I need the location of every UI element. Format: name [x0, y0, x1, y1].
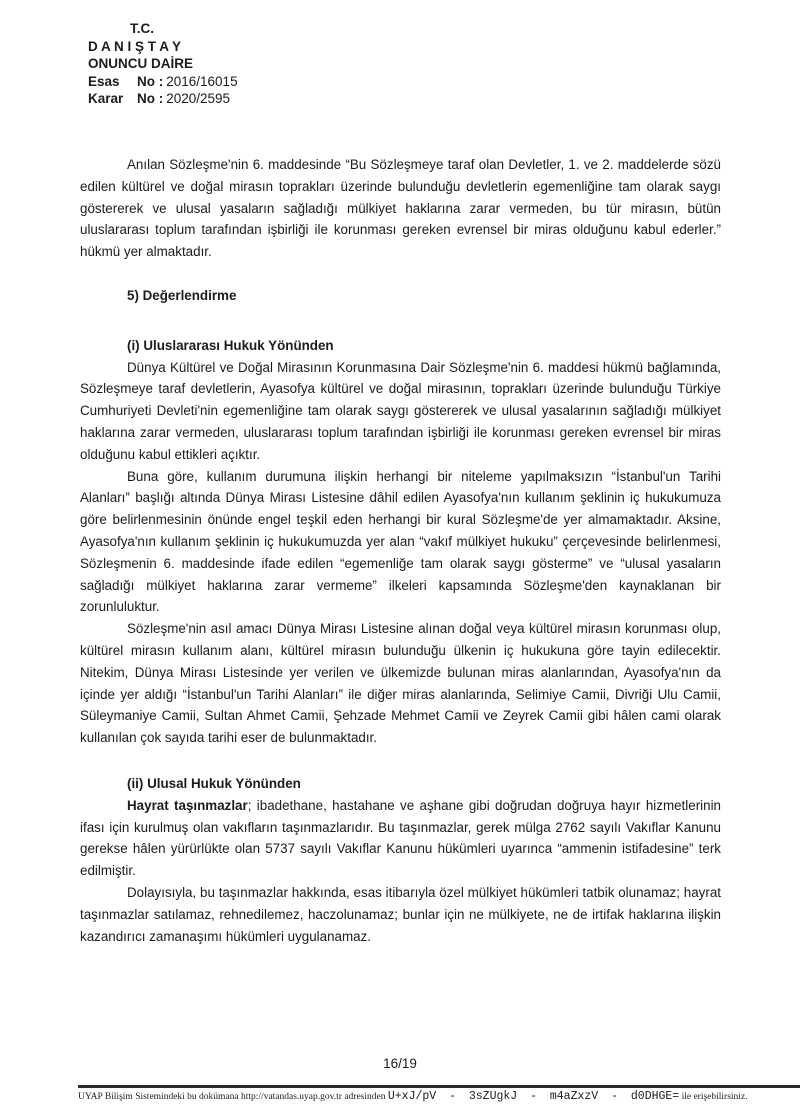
paragraph-convention-article6: Anılan Sözleşme'nin 6. maddesinde “Bu Sözleşmeye taraf olan Devletler, 1. ve 2. maddelerde sözü edilen kültürel ve doğal mirasın toprakları üzerinde bulunduğu devletlerin egemenliğine tam olarak saygı göstererek ve ulusal yasaların sağladığı mülkiyet haklarına zarar vermeden, bu tür mirasın, bütün uluslararası toplum tarafından işbirliği ile korunması gereken evrensel bir miras olduğunu kabul ederler.” hükmü yer almaktadır. [80, 157, 721, 260]
page-number: 16/19 [383, 1056, 417, 1071]
paragraph-national-1-rest: ; ibadethane, hastahane ve aşhane gibi doğrudan doğruya hayır hizmetlerinin ifası için kurulmuş olan vakıfların taşınmazlarıdır. Bu taşınmazlar, gerek mülga 2762 sayılı Vakıflar Kanunu gerekse hâlen yürürlükte olan 5737 sayılı Vakıflar Kanunu hükümleri uyarınca “ammenin istifadesine” terk edilmiştir. [80, 797, 721, 879]
court-header [88, 20, 238, 108]
esas-number-row [88, 73, 238, 91]
paragraph-international-1: Dünya Kültürel ve Doğal Mirasının Korunmasına Dair Sözleşme'nin 6. maddesi hükmü bağlamında, Sözleşmeye taraf devletlerin, Ayasofya kültürel ve doğal mirasının, toprakları üzerinde bulunduğu Türkiye Cumhuriyeti Devleti'nin egemenliğine tam olarak saygı göstererek ve ulusal yasalarının sağladığı mülkiyet haklarına zarar vermeden, uluslararası toplum tarafından işbirliği ile korunması gereken evrensel bir miras olduğunu kabul ettikleri açıktır. [80, 359, 721, 462]
hayrat-tasinmazlar-term: Hayrat taşınmazlar [127, 797, 248, 813]
section-heading-international-law: (i) Uluslararası Hukuk Yönünden [127, 337, 334, 353]
court-name: D A N I Ş T A Y [88, 38, 182, 54]
karar-number-value: 2020/2595 [166, 91, 231, 106]
uyap-access-text-prefix: UYAP Bilişim Sistemindeki bu dokümana http://vatandas.uyap.gov.tr adresinden [78, 1092, 386, 1102]
republic-abbreviation: T.C. [130, 21, 155, 36]
section-heading-evaluation: 5) Değerlendirme [127, 287, 237, 303]
paragraph-international-2: Buna göre, kullanım durumuna ilişkin herhangi bir niteleme yapılmaksızın “İstanbul'un Tarihi Alanları” başlığı altında Dünya Mirası Listesine dâhil edilen Ayasofya'nın kullanım şeklinin iç hukukumuza göre belirlenmesinin önünde engel teşkil eden herhangi bir kural Sözleşme'de yer almamaktadır. Aksine, Ayasofya'nın kullanım şeklinin iç hukukumuzda yer alan “vakıf mülkiyet hukuku” çerçevesinde belirlenmesi, Sözleşmenin 6. maddesinde ifade edilen “egemenliğe tam olarak saygı gösterme” ve “ulusal yasaların sağladığı mülkiyet haklarına zarar vermeme” ilkeleri kapsamında Sözleşme'den kaynaklanan bir zorunluluktur. [80, 468, 721, 615]
karar-number-row [88, 90, 238, 108]
karar-label: Karar [88, 91, 124, 106]
decision-body [80, 154, 721, 947]
karar-no-label: No : [137, 91, 164, 106]
paragraph-international-3: Sözleşme'nin asıl amacı Dünya Mirası Listesine alınan doğal veya kültürel mirasın korunması olup, kültürel mirasın kullanım alanı, kültürel mirasın bulunduğu ülkenin iç hukukuna göre tayin edilecektir. Nitekim, Dünya Mirası Listesinde yer verilen ve ülkemizde bulunan miras alanlarından, Ayasofya'nın da içinde yer aldığı “İstanbul'un Tarihi Alanları” ile diğer miras alanlarında, Selimiye Camii, Divriği Ulu Camii, Süleymaniye Camii, Sultan Ahmet Camii, Şehzade Mehmet Camii ve Zeyrek Camii gibi hâlen cami olarak kullanılan çok sayıda tarihi eser de bulunmaktadır. [80, 621, 721, 746]
esas-number-value: 2016/16015 [166, 73, 238, 89]
esas-label: Esas [88, 73, 120, 89]
paragraph-national-2: Dolayısıyla, bu taşınmazlar hakkında, esas itibarıyla özel mülkiyet hükümleri tatbik olunamaz; hayrat taşınmazlar satılamaz, rehnedilemez, haczolunamaz; bunlar için ne mülkiyete, ne de irtifak haklarına ilişkin kazandırıcı zamanaşımı hükümleri uygulanamaz. [80, 884, 721, 944]
uyap-access-text-suffix: ile erişebilirsiniz. [681, 1092, 748, 1102]
uyap-footer [78, 1085, 800, 1104]
uyap-access-code: U+xJ/pV - 3sZUgkJ - m4aZxzV - d0DHGE= [387, 1090, 680, 1103]
chamber-name: ONUNCU DAİRE [88, 56, 194, 71]
paragraph-national-1 [80, 795, 721, 882]
esas-no-label: No : [137, 73, 164, 89]
section-heading-national-law: (ii) Ulusal Hukuk Yönünden [127, 775, 301, 791]
